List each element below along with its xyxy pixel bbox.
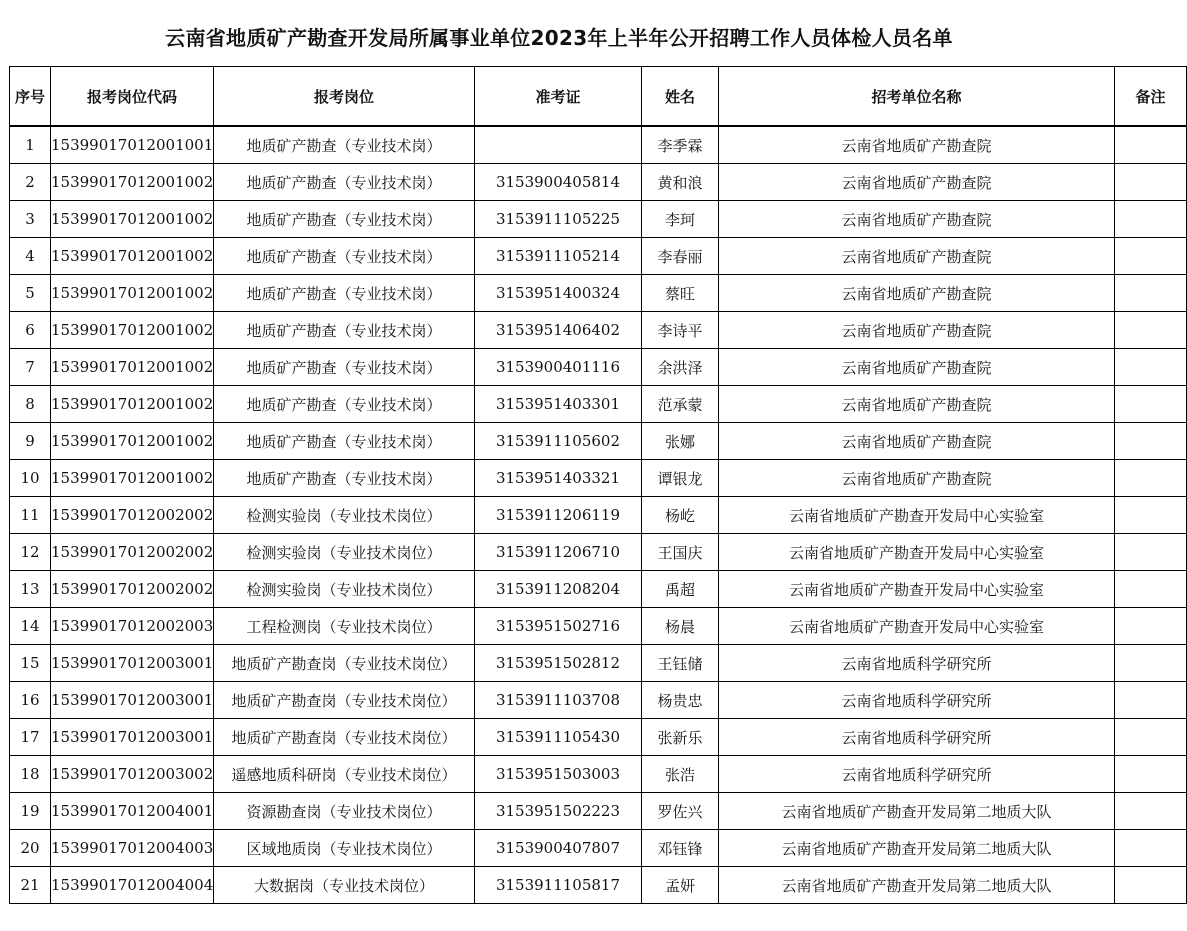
cell-position-code: 15399017012001002 bbox=[51, 349, 214, 386]
cell-employer: 云南省地质科学研究所 bbox=[719, 645, 1115, 682]
cell-employer: 云南省地质矿产勘查开发局第二地质大队 bbox=[719, 793, 1115, 830]
cell-remarks bbox=[1115, 756, 1187, 793]
cell-position: 地质矿产勘查岗（专业技术岗位） bbox=[214, 645, 475, 682]
cell-position-code: 15399017012004003 bbox=[51, 830, 214, 867]
table-row bbox=[10, 126, 1187, 164]
cell-exam-ticket: 3153951406402 bbox=[475, 312, 642, 349]
cell-position: 区域地质岗（专业技术岗位） bbox=[214, 830, 475, 867]
table-row bbox=[10, 460, 1187, 497]
header-name: 姓名 bbox=[642, 67, 719, 127]
cell-index: 15 bbox=[10, 645, 51, 682]
cell-exam-ticket: 3153900401116 bbox=[475, 349, 642, 386]
table-row bbox=[10, 275, 1187, 312]
page-title: 云南省地质矿产勘查开发局所属事业单位2023年上半年公开招聘工作人员体检人员名单 bbox=[165, 26, 953, 50]
cell-index: 12 bbox=[10, 534, 51, 571]
cell-remarks bbox=[1115, 867, 1187, 904]
cell-position-code: 15399017012002002 bbox=[51, 534, 214, 571]
cell-index: 2 bbox=[10, 164, 51, 201]
cell-name: 李珂 bbox=[642, 201, 719, 238]
cell-exam-ticket: 3153911105602 bbox=[475, 423, 642, 460]
cell-remarks bbox=[1115, 349, 1187, 386]
cell-position: 地质矿产勘查（专业技术岗） bbox=[214, 386, 475, 423]
table-body bbox=[10, 126, 1187, 904]
cell-employer: 云南省地质矿产勘查院 bbox=[719, 312, 1115, 349]
table-row bbox=[10, 682, 1187, 719]
cell-index: 17 bbox=[10, 719, 51, 756]
cell-position: 地质矿产勘查（专业技术岗） bbox=[214, 164, 475, 201]
cell-exam-ticket: 3153911105430 bbox=[475, 719, 642, 756]
cell-position: 地质矿产勘查岗（专业技术岗位） bbox=[214, 719, 475, 756]
header-remarks: 备注 bbox=[1115, 67, 1187, 127]
cell-index: 16 bbox=[10, 682, 51, 719]
cell-position-code: 15399017012003001 bbox=[51, 719, 214, 756]
cell-employer: 云南省地质矿产勘查开发局第二地质大队 bbox=[719, 867, 1115, 904]
cell-remarks bbox=[1115, 534, 1187, 571]
cell-name: 杨贵忠 bbox=[642, 682, 719, 719]
cell-position: 检测实验岗（专业技术岗位） bbox=[214, 571, 475, 608]
cell-name: 张新乐 bbox=[642, 719, 719, 756]
cell-exam-ticket: 3153951400324 bbox=[475, 275, 642, 312]
cell-position-code: 15399017012001002 bbox=[51, 423, 214, 460]
cell-position: 地质矿产勘查（专业技术岗） bbox=[214, 460, 475, 497]
table-row bbox=[10, 386, 1187, 423]
cell-remarks bbox=[1115, 793, 1187, 830]
cell-exam-ticket: 3153911105214 bbox=[475, 238, 642, 275]
cell-position: 地质矿产勘查岗（专业技术岗位） bbox=[214, 682, 475, 719]
cell-employer: 云南省地质矿产勘查院 bbox=[719, 386, 1115, 423]
header-position-code: 报考岗位代码 bbox=[51, 67, 214, 127]
cell-index: 11 bbox=[10, 497, 51, 534]
cell-employer: 云南省地质科学研究所 bbox=[719, 682, 1115, 719]
cell-index: 20 bbox=[10, 830, 51, 867]
cell-position: 检测实验岗（专业技术岗位） bbox=[214, 497, 475, 534]
header-row bbox=[10, 67, 1187, 127]
cell-employer: 云南省地质矿产勘查开发局中心实验室 bbox=[719, 497, 1115, 534]
cell-position: 资源勘查岗（专业技术岗位） bbox=[214, 793, 475, 830]
cell-name: 杨晨 bbox=[642, 608, 719, 645]
header-exam-ticket: 准考证 bbox=[475, 67, 642, 127]
cell-position: 地质矿产勘查（专业技术岗） bbox=[214, 201, 475, 238]
cell-position-code: 15399017012004004 bbox=[51, 867, 214, 904]
cell-exam-ticket: 3153900407807 bbox=[475, 830, 642, 867]
table-row bbox=[10, 830, 1187, 867]
table-row bbox=[10, 164, 1187, 201]
cell-employer: 云南省地质科学研究所 bbox=[719, 756, 1115, 793]
cell-position: 地质矿产勘查（专业技术岗） bbox=[214, 238, 475, 275]
cell-name: 李诗平 bbox=[642, 312, 719, 349]
cell-position-code: 15399017012001002 bbox=[51, 238, 214, 275]
table-row bbox=[10, 608, 1187, 645]
cell-name: 余洪泽 bbox=[642, 349, 719, 386]
cell-position-code: 15399017012001002 bbox=[51, 275, 214, 312]
cell-employer: 云南省地质矿产勘查院 bbox=[719, 349, 1115, 386]
table-row bbox=[10, 867, 1187, 904]
candidate-table bbox=[9, 66, 1187, 904]
cell-employer: 云南省地质矿产勘查院 bbox=[719, 238, 1115, 275]
cell-position-code: 15399017012003001 bbox=[51, 645, 214, 682]
cell-employer: 云南省地质矿产勘查院 bbox=[719, 164, 1115, 201]
cell-index: 6 bbox=[10, 312, 51, 349]
cell-index: 3 bbox=[10, 201, 51, 238]
cell-employer: 云南省地质矿产勘查开发局中心实验室 bbox=[719, 571, 1115, 608]
cell-index: 8 bbox=[10, 386, 51, 423]
cell-exam-ticket: 3153951503003 bbox=[475, 756, 642, 793]
header-index: 序号 bbox=[10, 67, 51, 127]
cell-position: 检测实验岗（专业技术岗位） bbox=[214, 534, 475, 571]
cell-name: 范承蒙 bbox=[642, 386, 719, 423]
cell-position: 地质矿产勘查（专业技术岗） bbox=[214, 275, 475, 312]
cell-position-code: 15399017012004001 bbox=[51, 793, 214, 830]
cell-remarks bbox=[1115, 423, 1187, 460]
table-row bbox=[10, 534, 1187, 571]
cell-index: 7 bbox=[10, 349, 51, 386]
cell-position-code: 15399017012001001 bbox=[51, 126, 214, 164]
table-row bbox=[10, 201, 1187, 238]
cell-name: 邓钰锋 bbox=[642, 830, 719, 867]
cell-exam-ticket: 3153911105225 bbox=[475, 201, 642, 238]
cell-exam-ticket: 3153911103708 bbox=[475, 682, 642, 719]
cell-position: 地质矿产勘查（专业技术岗） bbox=[214, 312, 475, 349]
cell-exam-ticket: 3153951502812 bbox=[475, 645, 642, 682]
cell-position: 大数据岗（专业技术岗位） bbox=[214, 867, 475, 904]
cell-index: 21 bbox=[10, 867, 51, 904]
table-row bbox=[10, 793, 1187, 830]
cell-position-code: 15399017012002003 bbox=[51, 608, 214, 645]
cell-position-code: 15399017012003001 bbox=[51, 682, 214, 719]
table-row bbox=[10, 497, 1187, 534]
cell-name: 孟妍 bbox=[642, 867, 719, 904]
cell-name: 蔡旺 bbox=[642, 275, 719, 312]
table-row bbox=[10, 349, 1187, 386]
cell-name: 张娜 bbox=[642, 423, 719, 460]
cell-position: 地质矿产勘查（专业技术岗） bbox=[214, 423, 475, 460]
cell-index: 19 bbox=[10, 793, 51, 830]
cell-position: 遥感地质科研岗（专业技术岗位） bbox=[214, 756, 475, 793]
cell-index: 5 bbox=[10, 275, 51, 312]
cell-remarks bbox=[1115, 164, 1187, 201]
cell-position-code: 15399017012001002 bbox=[51, 201, 214, 238]
cell-name: 黄和浪 bbox=[642, 164, 719, 201]
table-row bbox=[10, 719, 1187, 756]
table-row bbox=[10, 756, 1187, 793]
cell-index: 10 bbox=[10, 460, 51, 497]
cell-name: 谭银龙 bbox=[642, 460, 719, 497]
header-employer: 招考单位名称 bbox=[719, 67, 1115, 127]
cell-exam-ticket: 3153951502716 bbox=[475, 608, 642, 645]
cell-remarks bbox=[1115, 386, 1187, 423]
table-row bbox=[10, 423, 1187, 460]
table-row bbox=[10, 645, 1187, 682]
cell-remarks bbox=[1115, 682, 1187, 719]
cell-position: 地质矿产勘查（专业技术岗） bbox=[214, 126, 475, 164]
cell-remarks bbox=[1115, 275, 1187, 312]
cell-remarks bbox=[1115, 460, 1187, 497]
cell-position-code: 15399017012001002 bbox=[51, 312, 214, 349]
cell-remarks bbox=[1115, 571, 1187, 608]
header-position: 报考岗位 bbox=[214, 67, 475, 127]
cell-exam-ticket: 3153911105817 bbox=[475, 867, 642, 904]
cell-index: 18 bbox=[10, 756, 51, 793]
cell-name: 罗佐兴 bbox=[642, 793, 719, 830]
cell-employer: 云南省地质矿产勘查开发局中心实验室 bbox=[719, 608, 1115, 645]
cell-remarks bbox=[1115, 719, 1187, 756]
cell-name: 李季霖 bbox=[642, 126, 719, 164]
cell-employer: 云南省地质矿产勘查院 bbox=[719, 423, 1115, 460]
cell-name: 王国庆 bbox=[642, 534, 719, 571]
cell-remarks bbox=[1115, 201, 1187, 238]
cell-name: 张浩 bbox=[642, 756, 719, 793]
cell-index: 13 bbox=[10, 571, 51, 608]
cell-employer: 云南省地质矿产勘查院 bbox=[719, 126, 1115, 164]
cell-remarks bbox=[1115, 608, 1187, 645]
cell-remarks bbox=[1115, 497, 1187, 534]
cell-exam-ticket: 3153911206119 bbox=[475, 497, 642, 534]
cell-position: 工程检测岗（专业技术岗位） bbox=[214, 608, 475, 645]
cell-employer: 云南省地质科学研究所 bbox=[719, 719, 1115, 756]
cell-employer: 云南省地质矿产勘查院 bbox=[719, 275, 1115, 312]
cell-exam-ticket: 3153911206710 bbox=[475, 534, 642, 571]
cell-employer: 云南省地质矿产勘查开发局中心实验室 bbox=[719, 534, 1115, 571]
cell-position-code: 15399017012002002 bbox=[51, 571, 214, 608]
cell-remarks bbox=[1115, 645, 1187, 682]
cell-name: 王钰储 bbox=[642, 645, 719, 682]
cell-exam-ticket: 3153951403321 bbox=[475, 460, 642, 497]
cell-employer: 云南省地质矿产勘查院 bbox=[719, 460, 1115, 497]
cell-exam-ticket: 3153951502223 bbox=[475, 793, 642, 830]
cell-exam-ticket: 3153900405814 bbox=[475, 164, 642, 201]
cell-position-code: 15399017012002002 bbox=[51, 497, 214, 534]
cell-index: 9 bbox=[10, 423, 51, 460]
cell-index: 4 bbox=[10, 238, 51, 275]
table-row bbox=[10, 571, 1187, 608]
cell-name: 禹超 bbox=[642, 571, 719, 608]
cell-employer: 云南省地质矿产勘查院 bbox=[719, 201, 1115, 238]
table-row bbox=[10, 238, 1187, 275]
cell-position-code: 15399017012003002 bbox=[51, 756, 214, 793]
cell-index: 14 bbox=[10, 608, 51, 645]
cell-exam-ticket bbox=[475, 126, 642, 164]
table-row bbox=[10, 312, 1187, 349]
cell-exam-ticket: 3153951403301 bbox=[475, 386, 642, 423]
cell-name: 杨屹 bbox=[642, 497, 719, 534]
cell-remarks bbox=[1115, 312, 1187, 349]
cell-exam-ticket: 3153911208204 bbox=[475, 571, 642, 608]
cell-position: 地质矿产勘查（专业技术岗） bbox=[214, 349, 475, 386]
cell-position-code: 15399017012001002 bbox=[51, 386, 214, 423]
cell-position-code: 15399017012001002 bbox=[51, 164, 214, 201]
cell-name: 李春丽 bbox=[642, 238, 719, 275]
cell-position-code: 15399017012001002 bbox=[51, 460, 214, 497]
cell-remarks bbox=[1115, 126, 1187, 164]
cell-index: 1 bbox=[10, 126, 51, 164]
cell-employer: 云南省地质矿产勘查开发局第二地质大队 bbox=[719, 830, 1115, 867]
cell-remarks bbox=[1115, 238, 1187, 275]
cell-remarks bbox=[1115, 830, 1187, 867]
